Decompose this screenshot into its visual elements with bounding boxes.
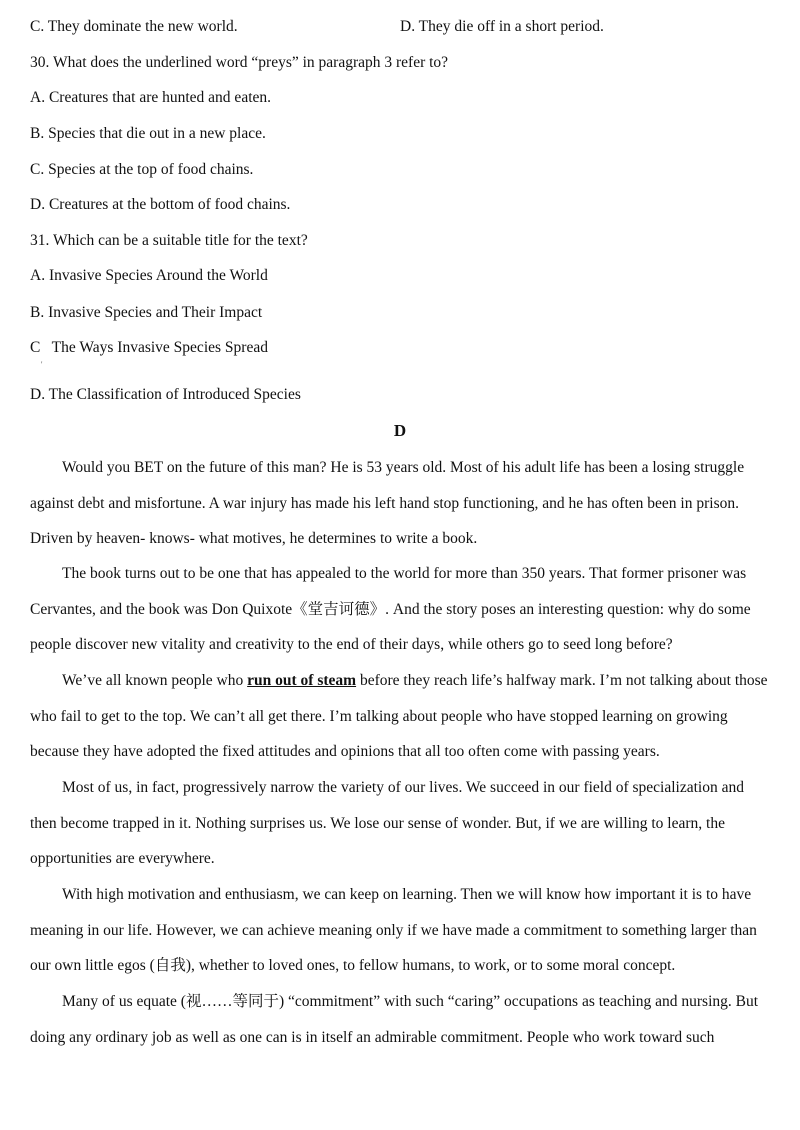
passage-paragraph-2: The book turns out to be one that has appealed to the world for more than 350 years. That former prisoner was Cervantes, and the book was Don Quixote《堂吉诃德》. And the story poses an interesting question: why do some people discover new vitality and creativity to the end of their days, while others go to seed long before? bbox=[30, 565, 751, 654]
q31-question: 31. Which can be a suitable title for the text? bbox=[30, 232, 308, 249]
q31-option-a: A. Invasive Species Around the World bbox=[30, 267, 268, 284]
passage-paragraph-1: Would you BET on the future of this man? He is 53 years old. Most of his adult life has been a losing struggle against debt and misfortune. A war injury has made his left hand stop functioning, and he has often been in prison. Driven by heaven- knows- what motives, he determines to write a book. bbox=[30, 459, 745, 548]
q29-option-d: D. They die off in a short period. bbox=[400, 18, 604, 35]
q30-option-c: C. Species at the top of food chains. bbox=[30, 161, 254, 178]
passage-paragraph-3 bbox=[30, 663, 770, 770]
passage-paragraph-4: Most of us, in fact, progressively narrow the variety of our lives. We succeed in our field of specialization and then become trapped in it. Nothing surprises us. We lose our sense of wonder. But, if we are willing to learn, the opportunities are everywhere. bbox=[30, 779, 744, 868]
q30-question: 30. What does the underlined word “preys” in paragraph 3 refer to? bbox=[30, 54, 449, 71]
q30-option-b: B. Species that die out in a new place. bbox=[30, 125, 266, 142]
q29-option-c: C. They dominate the new world. bbox=[30, 18, 238, 35]
q31-option-b: B. Invasive Species and Their Impact bbox=[30, 304, 263, 321]
q30-option-a: A. Creatures that are hunted and eaten. bbox=[30, 89, 272, 106]
underlined-phrase: run out of steam bbox=[247, 672, 357, 689]
q31-option-d: D. The Classification of Introduced Species bbox=[30, 386, 301, 403]
section-title: D bbox=[393, 421, 407, 440]
q31-option-c: C The Ways Invasive Species Spread bbox=[30, 339, 268, 356]
passage-paragraph-5: With high motivation and enthusiasm, we can keep on learning. Then we will know how important it is to have meaning in our life. However, we can achieve meaning only if we have made a commitment to something larger than our own little egos (自我), whether to loved ones, to fellow humans, to work, or to some moral concept. bbox=[30, 886, 757, 975]
p3-text-before: We’ve all known people who bbox=[62, 672, 248, 689]
p3-text-after: before they reach life’s halfway mark. I’m not talking about those who fail to get to the top. We can’t all get there. I’m talking about people who have stopped learning on growing because they have adopted the fixed attitudes and opinions that all too often come with passing years. bbox=[30, 672, 768, 761]
stray-mark: ' bbox=[41, 360, 43, 369]
passage-paragraph-6: Many of us equate (视……等同于) “commitment” with such “caring” occupations as teaching and nursing. But doing any ordinary job as well as one can is in itself an admirable commitment. People who work toward such bbox=[30, 993, 759, 1046]
q30-option-d: D. Creatures at the bottom of food chains. bbox=[30, 196, 291, 213]
